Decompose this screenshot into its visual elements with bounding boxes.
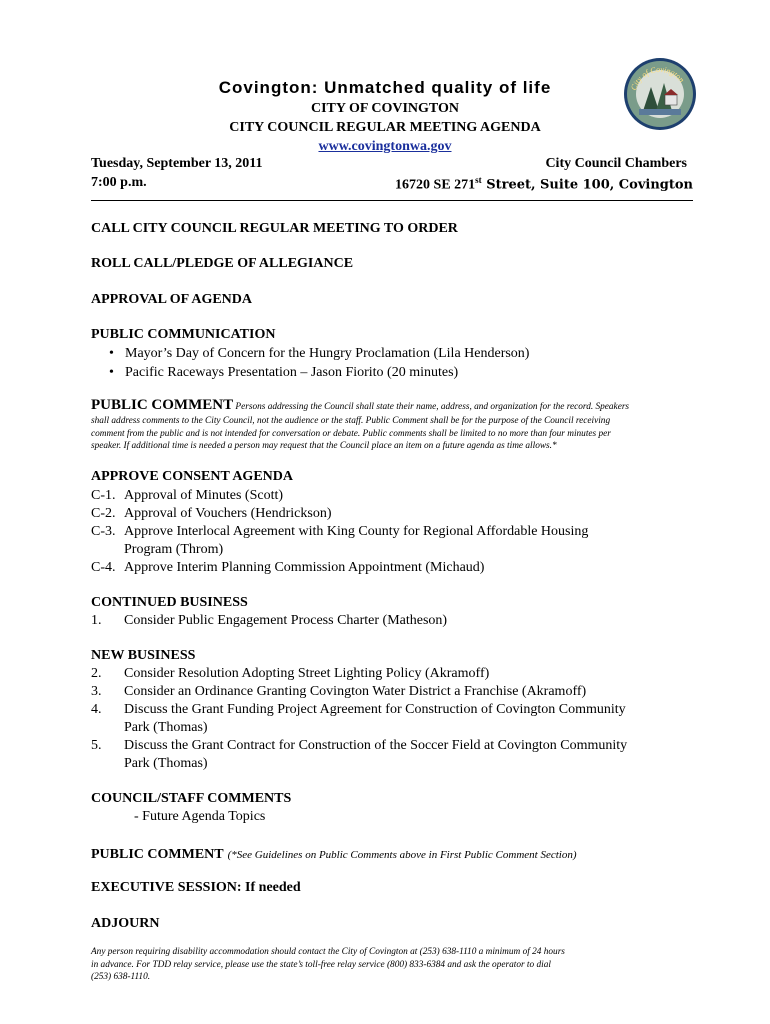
public-comment-text: shall address comments to the City Council, not the audience or the staff. Public Comment shall be for the purpose of the Council receiving comment from the public and is not intended for conversation or debate. Public comments shall be limited to no more than four minutes per speaker. If additional time is needed a person may request that the Council place an item on a future agenda as time allows.* xyxy=(91,416,611,451)
list-item-text-cont: Park (Thomas) xyxy=(124,756,208,771)
council-staff-heading: COUNCIL/STAFF COMMENTS xyxy=(91,791,292,806)
list-item: C-1. xyxy=(91,488,116,503)
list-item-text: Consider Public Engagement Process Charter (Matheson) xyxy=(124,613,448,628)
meeting-date: Tuesday, September 13, 2011 xyxy=(91,156,263,171)
list-item: 2. xyxy=(91,666,102,681)
list-item: 3. xyxy=(91,684,102,699)
list-item: 4. xyxy=(91,702,102,717)
list-item-text: Approve Interim Planning Commission Appointment (Michaud) xyxy=(124,560,485,575)
public-communication-heading: PUBLIC COMMUNICATION xyxy=(91,327,276,342)
roll-call-heading: ROLL CALL/PLEDGE OF ALLEGIANCE xyxy=(91,256,354,271)
list-item: • Pacific Raceways Presentation – Jason Fiorito (20 minutes) xyxy=(109,365,459,380)
executive-session-heading: EXECUTIVE SESSION: If needed xyxy=(91,880,301,895)
seal-text: City of Covington xyxy=(629,64,687,92)
council-staff-sub: - Future Agenda Topics xyxy=(134,809,266,824)
approval-agenda-heading: APPROVAL OF AGENDA xyxy=(91,292,253,307)
adjourn-heading: ADJOURN xyxy=(91,916,160,931)
call-to-order-heading: CALL CITY COUNCIL REGULAR MEETING TO ORDER xyxy=(91,221,458,236)
list-item-text: Approval of Vouchers (Hendrickson) xyxy=(124,506,332,521)
public-comment-intro: PUBLIC COMMENT Persons addressing the Council shall state their name, address, and organization for the record. Speakers xyxy=(91,397,630,413)
list-item: C-3. xyxy=(91,524,116,539)
location-name: City Council Chambers xyxy=(545,156,687,171)
city-name: CITY OF COVINGTON xyxy=(310,101,460,116)
consent-agenda-heading: APPROVE CONSENT AGENDA xyxy=(91,469,293,484)
website-link[interactable]: www.covingtonwa.gov xyxy=(318,139,452,154)
header-divider xyxy=(91,200,693,201)
list-item-text: Consider Resolution Adopting Street Lighting Policy (Akramoff) xyxy=(124,666,490,681)
tagline: Covington: Unmatched quality of life xyxy=(218,78,552,97)
list-item-text: Discuss the Grant Contract for Construction of the Soccer Field at Covington Community xyxy=(124,738,628,753)
list-item: C-2. xyxy=(91,506,116,521)
list-item: • Mayor’s Day of Concern for the Hungry Proclamation (Lila Henderson) xyxy=(109,346,530,361)
list-item-text: Consider an Ordinance Granting Covington Water District a Franchise (Akramoff) xyxy=(124,684,587,699)
list-item-text: Approve Interlocal Agreement with King County for Regional Affordable Housing xyxy=(124,524,589,539)
list-item: 1. xyxy=(91,613,102,628)
list-item-text: Discuss the Grant Funding Project Agreement for Construction of Covington Community xyxy=(124,702,626,717)
continued-business-heading: CONTINUED BUSINESS xyxy=(91,595,248,610)
new-business-heading: NEW BUSINESS xyxy=(91,648,196,663)
list-item-text-cont: Program (Throm) xyxy=(124,542,224,557)
accessibility-footer: Any person requiring disability accommodation should contact the City of Covington at (253) 638-1110 a minimum of 24 hours in advance. For TDD relay service, please use the state’s toll-free relay service (800) 833-6384 and ask the operator to dial (253) 638-1110. xyxy=(91,947,565,982)
list-item-text: Approval of Minutes (Scott) xyxy=(124,488,284,503)
city-seal-logo xyxy=(623,57,697,131)
agenda-title: CITY COUNCIL REGULAR MEETING AGENDA xyxy=(229,120,541,135)
list-item: C-4. xyxy=(91,560,116,575)
location-address: 16720 SE 271st Street, Suite 100, Covington xyxy=(395,175,693,193)
list-item: 5. xyxy=(91,738,102,753)
public-comment-2: PUBLIC COMMENT (*See Guidelines on Public Comments above in First Public Comment Section) xyxy=(91,847,577,862)
list-item-text-cont: Park (Thomas) xyxy=(124,720,208,735)
meeting-time: 7:00 p.m. xyxy=(91,175,147,190)
